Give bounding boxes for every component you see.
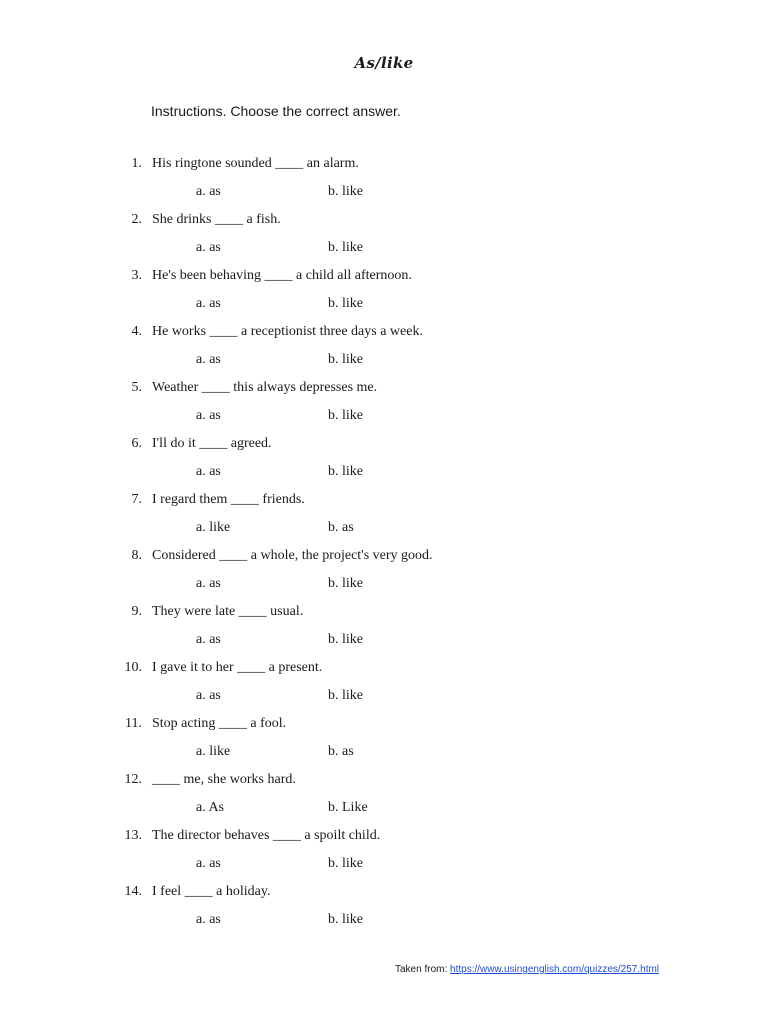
- option-b: b. like: [328, 464, 363, 479]
- question-text: I regard them ____ friends.: [152, 492, 305, 507]
- question-row: [0, 878, 768, 906]
- question-row: [0, 318, 768, 346]
- question-number: 3.: [131, 268, 142, 283]
- question-text: She drinks ____ a fish.: [152, 212, 281, 227]
- option-b: b. like: [328, 576, 363, 591]
- option-b: b. like: [328, 296, 363, 311]
- question-text: He's been behaving ____ a child all afternoon.: [152, 268, 412, 283]
- option-b: b. like: [328, 912, 363, 927]
- question-number: 7.: [131, 492, 142, 507]
- question-number: 8.: [131, 548, 142, 563]
- option-a: a. as: [196, 688, 221, 703]
- question-row: [0, 430, 768, 458]
- question-item: [0, 822, 768, 878]
- question-row: [0, 486, 768, 514]
- option-a: a. as: [196, 912, 221, 927]
- question-row: [0, 262, 768, 290]
- options-row: [0, 290, 768, 318]
- question-number: 2.: [131, 212, 142, 227]
- option-a: a. as: [196, 856, 221, 871]
- question-list: [0, 150, 768, 934]
- option-a: a. as: [196, 352, 221, 367]
- options-row: [0, 458, 768, 486]
- question-row: [0, 822, 768, 850]
- question-text: His ringtone sounded ____ an alarm.: [152, 156, 359, 171]
- question-item: [0, 318, 768, 374]
- page-title: As/like: [354, 54, 414, 72]
- option-b: b. as: [328, 520, 354, 535]
- question-text: Considered ____ a whole, the project's very good.: [152, 548, 433, 563]
- question-number: 11.: [125, 716, 142, 731]
- option-a: a. as: [196, 632, 221, 647]
- option-b: b. like: [328, 352, 363, 367]
- source-link[interactable]: https://www.usingenglish.com/quizzes/257.html: [450, 964, 660, 975]
- question-item: [0, 430, 768, 486]
- option-a: a. as: [196, 184, 221, 199]
- question-item: [0, 766, 768, 822]
- question-text: Stop acting ____ a fool.: [152, 716, 287, 731]
- option-a: a. like: [196, 520, 231, 535]
- options-row: [0, 794, 768, 822]
- question-row: [0, 150, 768, 178]
- question-item: [0, 878, 768, 934]
- question-item: [0, 486, 768, 542]
- question-item: [0, 262, 768, 318]
- question-row: [0, 598, 768, 626]
- options-row: [0, 234, 768, 262]
- option-a: a. as: [196, 464, 221, 479]
- question-item: [0, 542, 768, 598]
- footer-prefix: Taken from:: [395, 964, 451, 975]
- option-a: a. as: [196, 240, 221, 255]
- question-text: Weather ____ this always depresses me.: [152, 380, 378, 395]
- question-number: 4.: [131, 324, 142, 339]
- question-number: 13.: [124, 828, 142, 843]
- question-number: 10.: [124, 660, 142, 675]
- options-row: [0, 514, 768, 542]
- question-row: [0, 542, 768, 570]
- question-row: [0, 374, 768, 402]
- options-row: [0, 906, 768, 934]
- question-number: 9.: [131, 604, 142, 619]
- option-a: a. like: [196, 744, 231, 759]
- options-row: [0, 178, 768, 206]
- option-b: b. like: [328, 240, 363, 255]
- options-row: [0, 402, 768, 430]
- question-row: [0, 206, 768, 234]
- question-text: He works ____ a receptionist three days a week.: [152, 324, 423, 339]
- question-item: [0, 710, 768, 766]
- option-b: b. as: [328, 744, 354, 759]
- question-number: 5.: [131, 380, 142, 395]
- question-item: [0, 206, 768, 262]
- option-b: b. like: [328, 632, 363, 647]
- question-item: [0, 654, 768, 710]
- question-number: 12.: [124, 772, 142, 787]
- options-row: [0, 626, 768, 654]
- options-row: [0, 738, 768, 766]
- option-b: b. like: [328, 688, 363, 703]
- question-item: [0, 598, 768, 654]
- option-a: a. as: [196, 296, 221, 311]
- question-number: 1.: [131, 156, 142, 171]
- option-a: a. As: [196, 800, 224, 815]
- options-row: [0, 570, 768, 598]
- options-row: [0, 682, 768, 710]
- question-number: 14.: [124, 884, 142, 899]
- question-number: 6.: [131, 436, 142, 451]
- options-row: [0, 850, 768, 878]
- option-b: b. like: [328, 184, 363, 199]
- question-text: I'll do it ____ agreed.: [152, 436, 272, 451]
- question-row: [0, 766, 768, 794]
- option-b: b. like: [328, 856, 363, 871]
- options-row: [0, 346, 768, 374]
- question-item: [0, 150, 768, 206]
- option-a: a. as: [196, 576, 221, 591]
- question-text: They were late ____ usual.: [152, 604, 304, 619]
- option-b: b. like: [328, 408, 363, 423]
- question-text: ____ me, she works hard.: [152, 772, 296, 787]
- question-text: I gave it to her ____ a present.: [152, 660, 323, 675]
- question-row: [0, 710, 768, 738]
- question-text: I feel ____ a holiday.: [152, 884, 271, 899]
- question-row: [0, 654, 768, 682]
- option-a: a. as: [196, 408, 221, 423]
- option-b: b. Like: [328, 800, 368, 815]
- source-footer: [395, 964, 659, 975]
- question-text: The director behaves ____ a spoilt child.: [152, 828, 381, 843]
- instructions-text: Instructions. Choose the correct answer.: [151, 103, 401, 119]
- question-item: [0, 374, 768, 430]
